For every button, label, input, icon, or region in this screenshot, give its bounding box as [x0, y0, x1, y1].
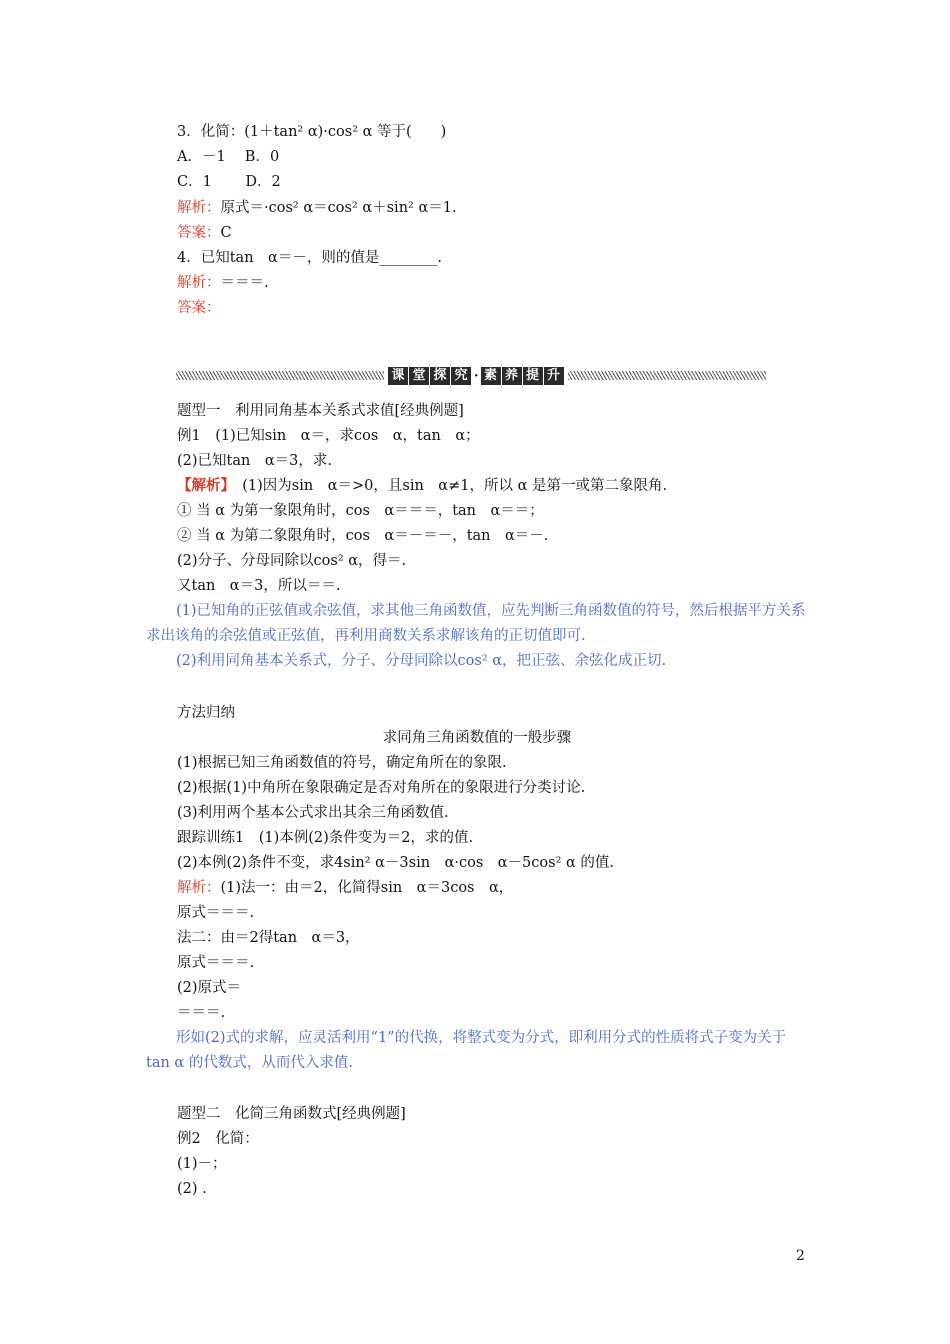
- q3-analysis-text: 原式＝·cos² α＝cos² α＋sin² α＝1.: [220, 200, 457, 216]
- banner-dot: ·: [474, 368, 479, 384]
- banner-char: 究: [451, 367, 471, 385]
- example2-part2: (2) .: [177, 1181, 207, 1197]
- q3-answer-text: C: [220, 225, 232, 241]
- method-step3: (3)利用两个基本公式求出其余三角函数值.: [177, 805, 449, 821]
- example2-title: 例2 化简：: [177, 1131, 259, 1147]
- section-banner: [176, 366, 766, 386]
- q3-question: 3．化简：(1＋tan² α)·cos² α 等于( ): [177, 124, 447, 140]
- method-title: 求同角三角函数值的一般步骤: [382, 730, 572, 746]
- answer-label: 答案：: [177, 300, 221, 316]
- analysis-label: 解析：: [177, 275, 221, 291]
- example1-analysis: [177, 476, 667, 496]
- type2-heading: 题型二 化简三角函数式[经典例题]: [177, 1106, 406, 1122]
- banner-char: 素: [481, 367, 501, 385]
- banner-char: 提: [523, 367, 543, 385]
- banner-char: 课: [388, 367, 408, 385]
- example1-note1: (1)已知角的正弦值或余弦值，求其他三角函数值，应先判断三角函数值的符号，然后根据平方关系求出该角的余弦值或正弦值，再利用商数关系求解该角的正切值即可.: [146, 603, 806, 644]
- example1-part2: (2)已知tan α＝3，求.: [177, 453, 332, 469]
- practice1-q1: 跟踪训练1 (1)本例(2)条件变为＝2，求的值.: [177, 830, 474, 846]
- q3-options-cd: C．1 D．2: [177, 174, 281, 190]
- q4-answer: [177, 298, 221, 318]
- practice1-note: 形如(2)式的求解，应灵活利用“1”的代换，将整式变为分式，即利用分式的性质将式子变为关于 tan α 的代数式，从而代入求值.: [146, 1030, 787, 1071]
- practice1-method2: 法二：由＝2得tan α＝3，: [177, 930, 360, 946]
- example1-note2: (2)利用同角基本关系式，分子、分母同除以cos² α，把正弦、余弦化成正切.: [176, 653, 667, 669]
- q4-analysis-text: ＝＝＝.: [220, 275, 269, 291]
- q3-analysis: [177, 198, 457, 218]
- practice1-part2: (2)原式＝: [177, 980, 242, 996]
- example2-part1: (1)－；: [177, 1156, 227, 1172]
- banner-char: 养: [502, 367, 522, 385]
- answer-label: 答案：: [177, 225, 221, 241]
- banner-char: 探: [430, 367, 450, 385]
- practice1-part2-result: ＝＝＝.: [177, 1005, 226, 1021]
- practice1-result1: 原式＝＝＝.: [177, 905, 255, 921]
- practice1-result2: 原式＝＝＝.: [177, 955, 255, 971]
- method-step1: (1)根据已知三角函数值的符号，确定角所在的象限.: [177, 755, 507, 771]
- case-quadrant-2: ② 当 α 为第二象限角时，cos α＝－＝－，tan α＝－.: [177, 528, 549, 544]
- q4-question: 4．已知tan α＝－，则的值是________.: [177, 250, 442, 266]
- q3-options-ab: A．－1 B．0: [177, 149, 280, 165]
- example1-step2: (2)分子、分母同除以cos² α，得＝.: [177, 553, 407, 569]
- example1-step3: 又tan α＝3，所以＝＝.: [177, 578, 341, 594]
- practice1-q2: (2)本例(2)条件不变，求4sin² α－3sin α·cos α－5cos² α 的值.: [177, 855, 615, 871]
- example1-part1: 例1 (1)已知sin α＝，求cos α，tan α；: [177, 428, 480, 444]
- banner-hatch-left: [176, 371, 384, 380]
- method-step2: (2)根据(1)中角所在象限确定是否对角所在的象限进行分类讨论.: [177, 780, 586, 796]
- practice1-analysis: [177, 878, 513, 898]
- banner-char: 升: [544, 367, 564, 385]
- analysis-label: 解析：: [177, 880, 221, 896]
- page-number: 2: [796, 1248, 805, 1264]
- analysis-tag: 【解析】: [177, 477, 228, 494]
- banner-char: 堂: [409, 367, 429, 385]
- analysis-text: (1)因为sin α＝>0，且sin α≠1，所以 α 是第一或第二象限角.: [227, 478, 668, 494]
- type1-heading: 题型一 利用同角基本关系式求值[经典例题]: [177, 403, 464, 419]
- case-quadrant-1: ① 当 α 为第一象限角时，cos α＝＝＝，tan α＝＝；: [177, 503, 544, 519]
- banner-hatch-right: [568, 371, 766, 380]
- method-heading: 方法归纳: [177, 705, 235, 721]
- q4-analysis: [177, 273, 269, 293]
- banner-title: [388, 366, 565, 386]
- q3-answer: [177, 223, 232, 243]
- practice1-method1: (1)法一：由＝2，化简得sin α＝3cos α，: [220, 880, 514, 896]
- analysis-label: 解析：: [177, 200, 221, 216]
